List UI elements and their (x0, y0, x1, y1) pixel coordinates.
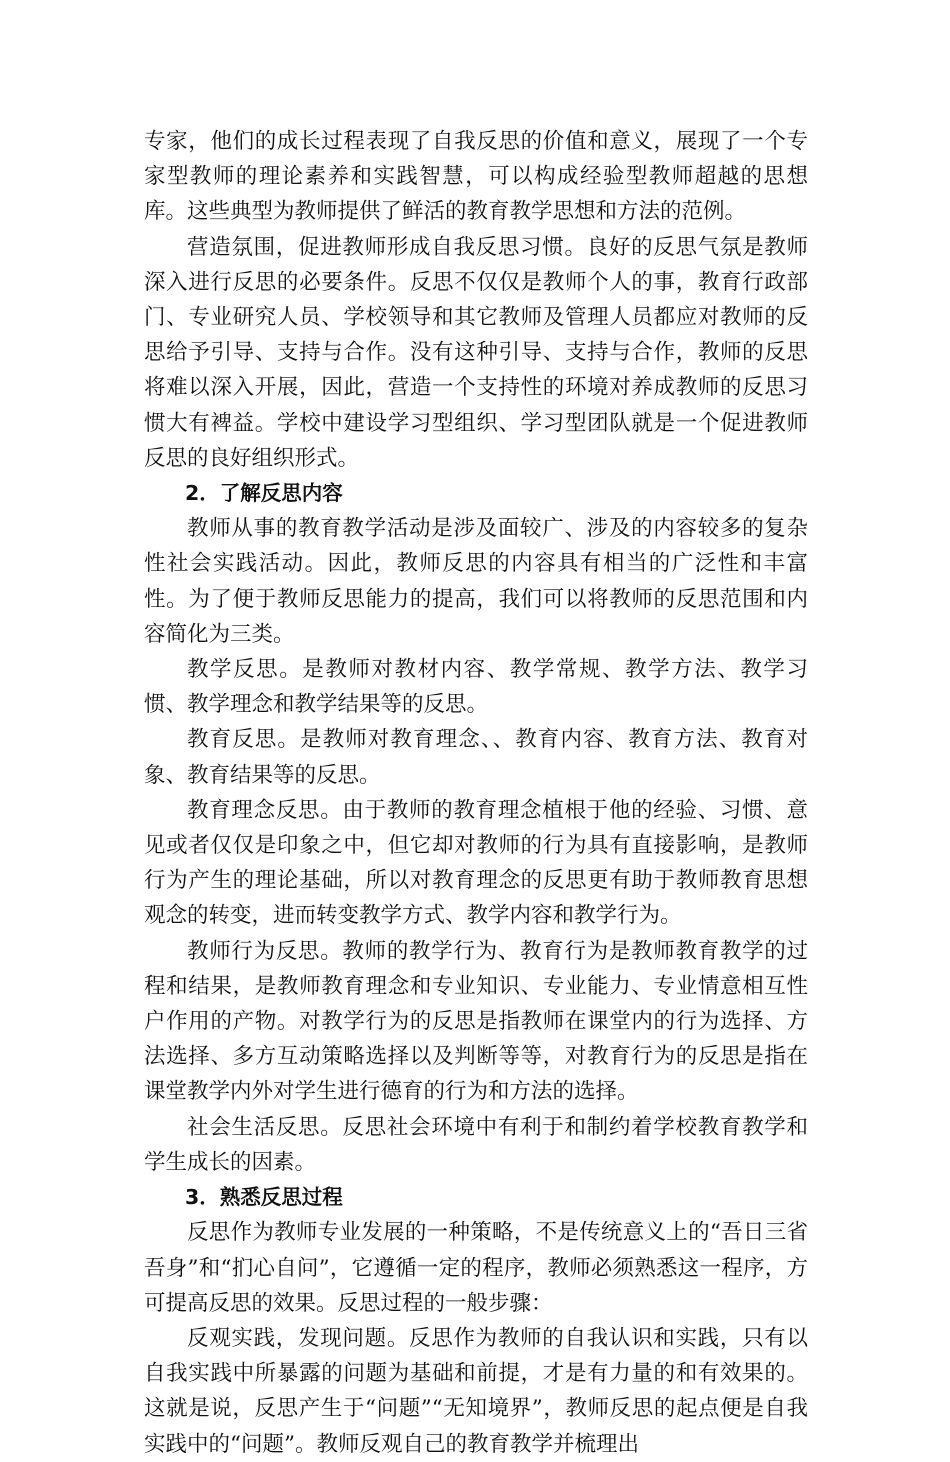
paragraph-create-atmosphere: 营造氛围，促进教师形成自我反思习惯。良好的反思气氛是教师深入进行反思的必要条件。反思不仅仅是教师个人的事，教育行政部门、专业研究人员、学校领导和其它教师及管理人员都应对教师的反思给予引导、支持与合作。没有这种引导、支持与合作，教师的反思将难以深入开展，因此，营造一个支持性的环境对养成教师的反思习惯大有裨益。学校中建设学习型组织、学习型团队就是一个促进教师反思的良好组织形式。 (144, 234, 808, 471)
paragraph-continuation: 专家，他们的成长过程表现了自我反思的价值和意义，展现了一个专家型教师的理论素养和实践智慧，可以构成经验型教师超越的思想库。这些典型为教师提供了鲜活的教育教学思想和方法的范例。 (144, 129, 808, 225)
paragraph-teacher-behavior-reflection: 教师行为反思。教师的教学行为、教育行为是教师教育教学的过程和结果，是教师教育理念和专业知识、专业能力、专业情意相互性户作用的产物。对教学行为的反思是指教师在课堂内的行为选择、方法选择、多方互动策略选择以及判断等等，对教育行为的反思是指在课堂教学内外对学生进行德育的行为和方法的选择。 (144, 938, 808, 1105)
paragraph-social-life-reflection: 社会生活反思。反思社会环境中有利于和制约着学校教育教学和学生成长的因素。 (144, 1114, 808, 1175)
paragraph-reflection-process-intro: 反思作为教师专业发展的一种策略，不是传统意义上的“吾日三省吾身”和“扪心自问”，它遵循一定的程序，教师必须熟悉这一程序，方可提高反思的效果。反思过程的一般步骤： (144, 1220, 808, 1316)
paragraph-reflection-content-intro: 教师从事的教育教学活动是涉及面较广、涉及的内容较多的复杂性社会实践活动。因此，教师反思的内容具有相当的广泛性和丰富性。为了便于教师反思能力的提高，我们可以将教师的反思范围和内容简化为三类。 (144, 516, 808, 647)
section-heading-reflection-process: 3．熟悉反思过程 (185, 1185, 343, 1210)
paragraph-education-reflection: 教育反思。是教师对教育理念、、教育内容、教育方法、教育对象、教育结果等的反思。 (144, 727, 808, 788)
document-page (144, 124, 808, 1462)
paragraph-teaching-reflection: 教学反思。是教师对教材内容、教学常规、教学方法、教学习惯、教学理念和教学结果等的反思。 (144, 657, 808, 718)
paragraph-education-philosophy-reflection: 教育理念反思。由于教师的教育理念植根于他的经验、习惯、意见或者仅仅是印象之中，但它却对教师的行为具有直接影响，是教师行为产生的理论基础，所以对教育理念的反思更有助于教师教育思想观念的转变，进而转变教学方式、教学内容和教学行为。 (144, 797, 808, 929)
section-heading-reflection-content: 2．了解反思内容 (185, 481, 343, 506)
paragraph-observe-practice: 反观实践，发现问题。反思作为教师的自我认识和实践，只有以自我实践中所暴露的问题为基础和前提，才是有力量的和有效果的。这就是说，反思产生于“问题”“无知境界”，教师反思的起点便是自我实践中的“问题”。教师反观自己的教育教学并梳理出 (144, 1325, 808, 1457)
